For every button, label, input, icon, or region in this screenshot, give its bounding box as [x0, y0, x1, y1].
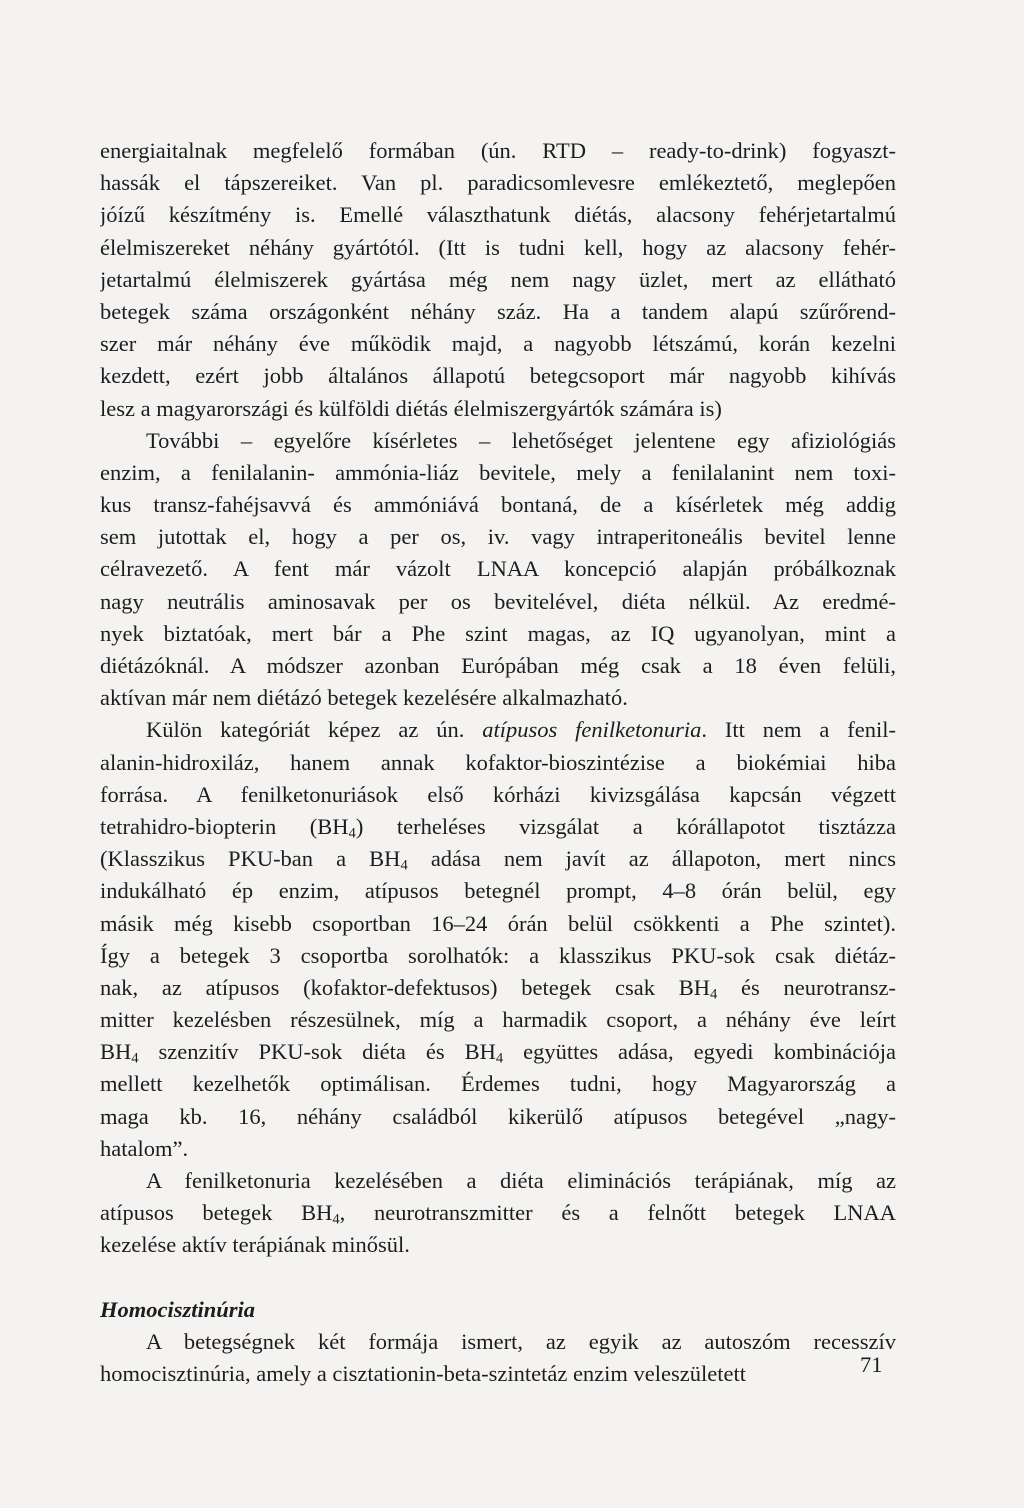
- text-line: célravezető. A fent már vázolt LNAA koncepció alapján próbálkoznak: [100, 556, 896, 582]
- text-line: diétázóknál. A módszer azonban Európában még csak a 18 éven felüli,: [100, 653, 896, 678]
- text-line: nagy neutrális aminosavak per os bevitelével, diéta nélkül. Az eredmé-: [100, 588, 896, 614]
- text-line: jetartalmú élelmiszerek gyártása még nem nagy üzlet, mert az ellátható: [100, 266, 896, 292]
- paragraph: [100, 425, 896, 715]
- body-text: [100, 135, 896, 1390]
- text-line: atípusos betegek $BH_4$, neurotranszmitter és a felnőtt betegek LNAA: [100, 1200, 896, 1228]
- text-line: élelmiszereket néhány gyártótól. (Itt is tudni kell, hogy az alacsony fehér-: [100, 234, 896, 260]
- text-line: A fenilketonuria kezelésében a diéta eliminációs terápiának, míg az: [146, 1168, 896, 1193]
- text-line: forrása. A fenilketonuriások első kórházi kivizsgálása kapcsán végzett: [100, 781, 896, 807]
- text-line: További – egyelőre kísérletes – lehetőséget jelentene egy afiziológiás: [146, 427, 896, 453]
- text-line: mellett kezelhetők optimálisan. Érdemes tudni, hogy Magyarország a: [100, 1071, 896, 1097]
- text-line: másik még kisebb csoportban 16–24 órán belül csökkenti a Phe szintet).: [100, 910, 896, 936]
- text-line: lesz a magyarországi és külföldi diétás élelmiszergyártók számára is): [100, 395, 722, 421]
- page-number: 71: [860, 1352, 883, 1377]
- paragraph: [100, 1326, 896, 1390]
- text-line: hatalom”.: [100, 1135, 189, 1161]
- text-line: betegek száma országonként néhány száz. Ha a tandem alapú szűrőrend-: [100, 298, 896, 324]
- text-line: maga kb. 16, néhány családból kikerülő atípusos betegével „nagy-: [100, 1103, 896, 1129]
- paragraph: [100, 714, 896, 1165]
- text-line: alanin-hidroxiláz, hanem annak kofaktor-bioszintézise a biokémiai hiba: [100, 749, 896, 775]
- text-line: kus transz-fahéjsavvá és ammóniává bontaná, de a kísérletek még addig: [100, 492, 896, 518]
- text-line: Így a betegek 3 csoportba sorolhatók: a klasszikus PKU-sok csak diétáz-: [100, 942, 896, 968]
- paragraph: [100, 135, 896, 425]
- text-line: hassák el tápszereiket. Van pl. paradicsomlevesre emlékeztető, meglepően: [100, 170, 896, 196]
- text-line: A betegségnek két formája ismert, az egyik az autoszóm recesszív: [146, 1328, 896, 1354]
- text-line: nyek biztatóak, mert bár a Phe szint magas, az IQ ugyanolyan, mint a: [100, 620, 896, 646]
- text-line: kezdett, ezért jobb általános állapotú betegcsoport már nagyobb kihívás: [100, 363, 896, 389]
- text-line: mitter kezelésben részesülnek, míg a harmadik csoport, a néhány éve leírt: [100, 1007, 896, 1033]
- text-line: homocisztinúria, amely a cisztationin-beta-szintetáz enzim veleszületett: [100, 1360, 746, 1386]
- text-line: indukálható ép enzim, atípusos betegnél prompt, 4–8 órán belül, egy: [100, 878, 896, 904]
- text-line: sem jutottak el, hogy a per os, iv. vagy intraperitoneális bevitel lenne: [100, 524, 896, 550]
- text-line: tetrahidro-biopterin $(BH_4)$ terheléses vizsgálat a kórállapotot tisztázza: [100, 813, 896, 842]
- text-line: energiaitalnak megfelelő formában (ún. RTD – ready-to-drink) fogyaszt-: [100, 138, 896, 163]
- text-line: jóízű készítmény is. Emellé választhatunk diétás, alacsony fehérjetartalmú: [100, 202, 896, 228]
- text-line: aktívan már nem diétázó betegek kezelésére alkalmazható.: [100, 685, 628, 711]
- text-line: enzim, a fenilalanin- ammónia-liáz bevitele, mely a fenilalanint nem toxi-: [100, 459, 896, 485]
- text-line: szer már néhány éve működik majd, a nagyobb létszámú, korán kezelni: [100, 331, 896, 357]
- text-line: Külön kategóriát képez az ún. atípusos fenilketonuria. Itt nem a fenil-: [146, 717, 896, 743]
- text-line: $BH_4$ szenzitív PKU-sok diéta és $BH_4$ együttes adása, egyedi kombinációja: [100, 1039, 896, 1067]
- text-line: nak, az atípusos (kofaktor-defektusos) betegek csak $BH_4$ és neurotransz-: [100, 974, 896, 1003]
- text-line: (Klasszikus PKU-ban a $BH_4$ adása nem javít az állapoton, mert nincs: [100, 846, 896, 874]
- section-heading: Homocisztinúria: [100, 1296, 256, 1322]
- paragraph: [100, 1165, 896, 1262]
- text-line: kezelése aktív terápiának minősül.: [100, 1232, 410, 1258]
